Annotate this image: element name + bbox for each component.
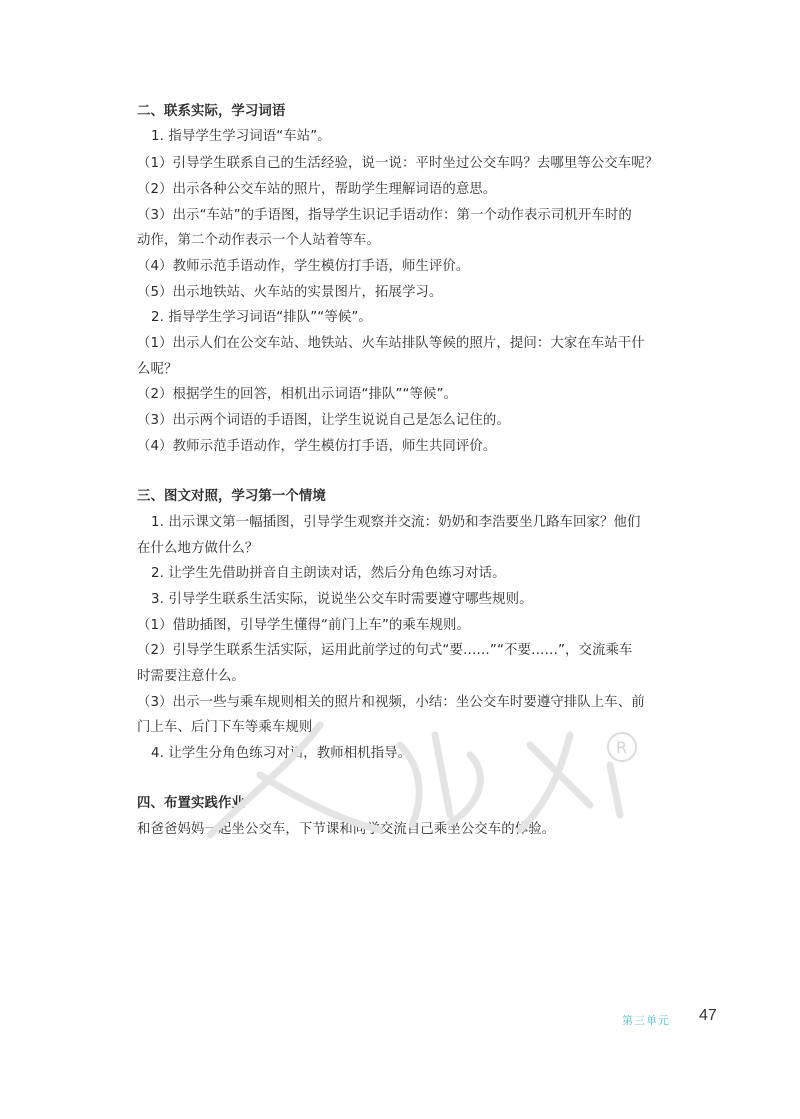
- body-line: （5）出示地铁站、火车站的实景图片，拓展学习。: [137, 285, 443, 300]
- body-line: （2）根据学生的回答，相机出示词语“排队”“等候”。: [137, 387, 458, 402]
- body-line: （2）引导学生联系生活实际，运用此前学过的句式“要……”“不要……”，交流乘车: [137, 643, 633, 658]
- body-line: 时需要注意什么。: [137, 669, 245, 684]
- body-line: （4）教师示范手语动作，学生模仿打手语，师生评价。: [137, 259, 470, 274]
- body-line: 4. 让学生分角色练习对话，教师相机指导。: [151, 746, 412, 761]
- body-line: 在什么地方做什么？: [137, 541, 259, 556]
- body-line: 3. 引导学生联系生活实际，说说坐公交车时需要遵守哪些规则。: [151, 592, 533, 607]
- body-line: 1. 出示课文第一幅插图，引导学生观察并交流：奶奶和李浩要坐几路车回家？他们: [151, 515, 641, 530]
- page-number: 47: [699, 1007, 717, 1024]
- body-line: （1）引导学生联系自己的生活经验，说一说：平时坐过公交车吗？去哪里等公交车呢？: [137, 156, 659, 171]
- body-line: （3）出示“车站”的手语图，指导学生识记手语动作：第一个动作表示司机开车时的: [137, 208, 632, 223]
- svg-text:R: R: [616, 738, 628, 757]
- body-line: （3）出示一些与乘车规则相关的照片和视频，小结：坐公交车时要遵守排队上车、前: [137, 695, 645, 710]
- body-line: 2. 指导学生学习词语“排队”“等候”。: [151, 310, 372, 325]
- body-line: （1）出示人们在公交车站、地铁站、火车站排队等候的照片，提问：大家在车站干什: [137, 336, 645, 351]
- body-line: 和爸爸妈妈一起坐公交车，下节课和同学交流自己乘坐公交车的体验。: [137, 822, 556, 837]
- body-line: 2. 让学生先借助拼音自主朗读对话，然后分角色练习对话。: [151, 566, 506, 581]
- body-line: 么呢？: [137, 362, 178, 377]
- section-heading: 四、布置实践作业: [137, 796, 245, 811]
- section-heading: 三、图文对照，学习第一个情境: [137, 489, 326, 504]
- body-line: （3）出示两个词语的手语图，让学生说说自己是怎么记住的。: [137, 413, 510, 428]
- unit-label: 第三单元: [622, 1014, 670, 1027]
- body-line: （2）出示各种公交车站的照片，帮助学生理解词语的意思。: [137, 182, 497, 197]
- section-heading: 二、联系实际，学习词语: [137, 104, 286, 119]
- body-line: （1）借助插图，引导学生懂得“前门上车”的乘车规则。: [137, 618, 470, 633]
- body-line: （4）教师示范手语动作，学生模仿打手语，师生共同评价。: [137, 439, 497, 454]
- body-line: 动作，第二个动作表示一个人站着等车。: [137, 233, 380, 248]
- body-line: 1. 指导学生学习词语“车站”。: [151, 129, 331, 144]
- body-line: 门上车、后门下车等乘车规则。: [137, 720, 326, 735]
